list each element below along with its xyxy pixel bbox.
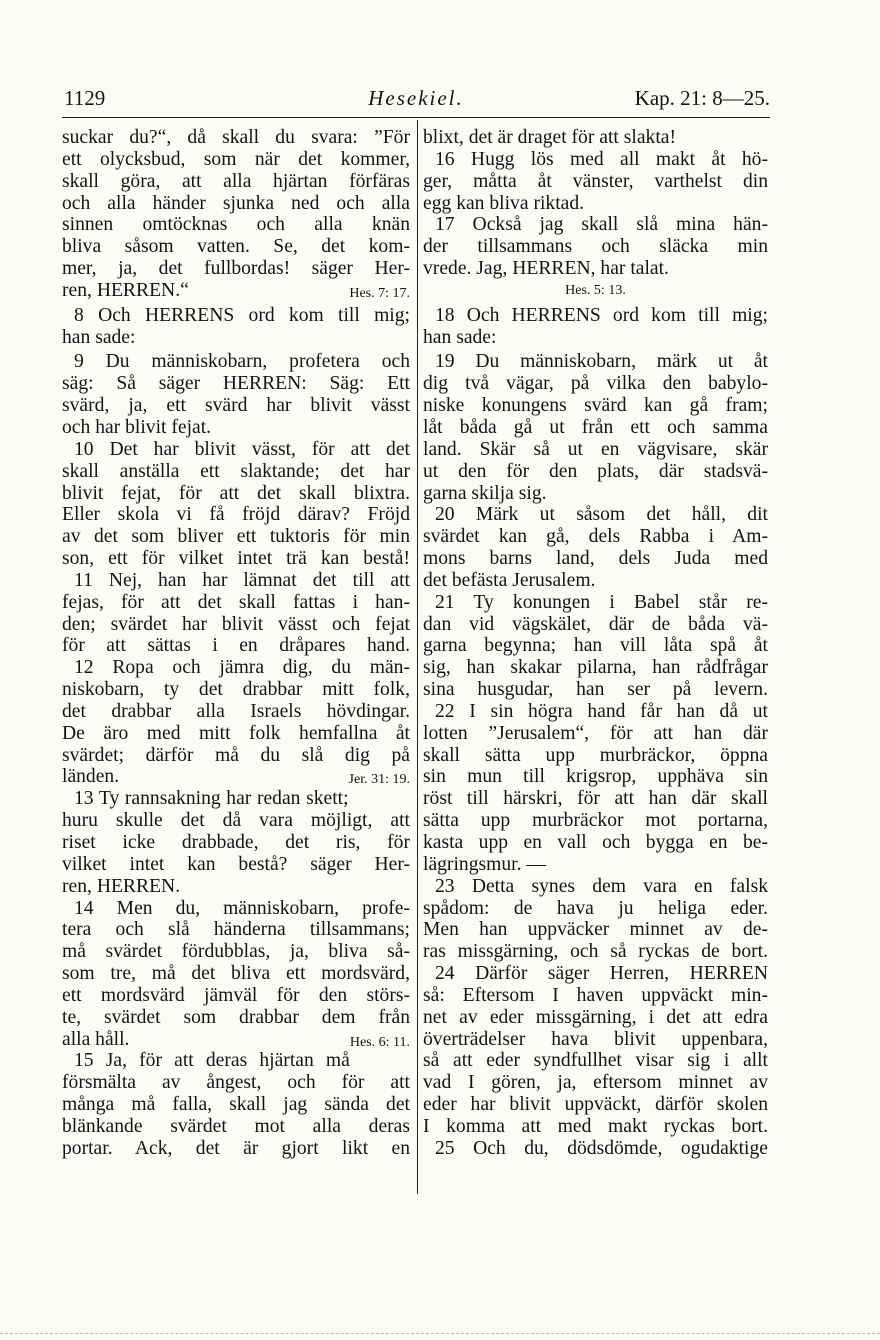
text-line: försmälta av ångest, och för att (62, 1072, 410, 1094)
text-line: 10 Det har blivit vässt, för att det (74, 438, 410, 460)
text-line: Men han uppväcker minnet av de- (423, 919, 768, 941)
text-line: 17 Också jag skall slå mina hän- (435, 214, 768, 236)
text-line: niske konungens svärd kan gå fram; (423, 395, 768, 417)
text-line: låt båda gå ut från ett och samma (423, 416, 768, 438)
text-line: sina husgudar, han ser på levern. (423, 679, 768, 701)
text-line: vilket intet kan bestå? säger Her- (62, 853, 410, 875)
text-line: lotten ”Jerusalem“, för att han där (423, 722, 768, 744)
text-line: den; svärdet har blivit vässt och fejat (62, 613, 410, 635)
text-line: niskobarn, ty det drabbar mitt folk, (62, 679, 410, 701)
text-line: 22 I sin högra hand får han då ut (435, 700, 768, 722)
text-line: det drabbar alla Israels hövdingar. (62, 700, 410, 722)
text-line: skall anställa ett slaktande; det har (62, 460, 410, 482)
page-number: 1129 (64, 86, 106, 110)
cross-reference: Hes. 5: 13. (565, 282, 626, 298)
text-line: lägringsmur. — (423, 853, 546, 875)
text-line: 14 Men du, människobarn, profe- (74, 897, 410, 919)
cross-reference: Jer. 31: 19. (348, 772, 410, 788)
text-line: skall göra, att alla hjärtan förfäras (62, 170, 410, 192)
text-line: son, ett för vilket intet trä kan bestå! (62, 548, 410, 570)
text-line: och alla händer sjunka ned och alla (62, 192, 410, 214)
text-line: fejas, för att det skall fattas i han- (62, 591, 410, 613)
text-line: egg kan bliva riktad. (423, 192, 585, 214)
text-line: för att sättas i en dråpares hand. (62, 635, 410, 657)
text-line: garna skilja sig. (423, 482, 547, 504)
text-line: av det som bliver ett tuktoris för min (62, 526, 410, 548)
text-line: ger, måtta åt vänster, varthelst din (423, 170, 768, 192)
text-line: och har blivit fejat. (62, 416, 212, 438)
text-line: svärdet; därför må du slå dig på (62, 744, 410, 766)
text-line: sin mun till krigsrop, upphäva sin (423, 766, 768, 788)
page-header (62, 86, 770, 116)
text-line: vad I gören, ja, eftersom minnet av (423, 1072, 768, 1094)
line-text: ren, HERREN.“ (62, 279, 189, 301)
text-line: 18 Och HERRENS ord kom till mig; (435, 304, 768, 326)
text-line: 19 Du människobarn, märk ut åt (435, 351, 768, 373)
text-line: riset icke drabbade, det ris, för (62, 832, 410, 853)
text-line: det befästa Jerusalem. (423, 569, 596, 591)
text-line: 16 Hugg lös med all makt åt hö- (435, 148, 768, 170)
text-line: ett mordsvärd jämväl för den störs- (62, 984, 410, 1006)
text-line: 9 Du människobarn, profetera och (74, 351, 410, 373)
text-line: land. Skär så ut en vägvisare, skär (423, 438, 768, 460)
chapter-reference: Kap. 21: 8—25. (634, 86, 770, 110)
line-text: alla håll. (62, 1028, 130, 1050)
text-line: vrede. Jag, HERREN, har talat. (423, 258, 669, 280)
text-line: blivit fejat, för att det skall blixtra. (62, 482, 410, 504)
text-line: ren, HERREN. (62, 875, 181, 897)
text-line: ett olycksbud, som när det kommer, (62, 148, 410, 170)
text-line (62, 280, 410, 302)
text-line: 24 Därför säger Herren, HERREN (435, 963, 768, 985)
left-column (62, 127, 410, 1160)
text-line: 8 Och HERRENS ord kom till mig; (74, 304, 410, 326)
page-bottom-edge (0, 1333, 880, 1334)
text-line: tera och slå händerna tillsammans; (62, 919, 410, 941)
column-divider (417, 120, 418, 1194)
text-line: Eller skola vi få fröjd därav? Fröjd (62, 504, 410, 526)
text-line: bliva såsom vatten. Se, det kom- (62, 236, 410, 258)
text-line: kasta upp en vall och bygga en be- (423, 832, 768, 853)
text-line: I komma att med makt ryckas bort. (423, 1115, 768, 1137)
text-line: net av eder missgärning, i det att edra (423, 1006, 768, 1028)
text-line: 13 Ty rannsakning har redan skett; (74, 788, 349, 810)
text-line: suckar du?“, då skall du svara: ”För (62, 127, 410, 148)
text-line: sätta upp murbräckor mot portarna, (423, 810, 768, 832)
text-line: 21 Ty konungen i Babel står re- (435, 591, 768, 613)
text-line: mons barns land, dels Juda med (423, 548, 768, 570)
text-line: portar. Ack, det är gjort likt en (62, 1137, 410, 1159)
text-line: många må falla, skall jag sända det (62, 1094, 410, 1116)
line-text: länden. (62, 766, 120, 788)
text-line: säg: Så säger HERREN: Säg: Ett (62, 373, 410, 395)
header-rule (62, 117, 770, 118)
cross-reference: Hes. 6: 11. (349, 1034, 410, 1050)
text-line: svärdet kan gå, dels Rabba i Am- (423, 526, 768, 548)
text-line: 23 Detta synes dem vara en falsk (435, 875, 768, 897)
text-line: ras missgärning, och så ryckas de bort. (423, 941, 768, 963)
text-line: te, svärdet som drabbar dem från (62, 1006, 410, 1028)
text-line: huru skulle det då vara möjligt, att (62, 810, 410, 832)
text-line: spådom: de hava ju heliga eder. (423, 897, 768, 919)
text-line: sinnen omtöcknas och alla knän (62, 214, 410, 236)
text-line: garna begynna; han vill låta spå åt (423, 635, 768, 657)
text-line: så att eder syndfullhet visar sig i allt (423, 1050, 768, 1072)
right-column (423, 127, 768, 1160)
text-line: blixt, det är draget för att slakta! (423, 127, 676, 148)
text-line: sig, han skakar pilarna, han rådfrågar (423, 657, 768, 679)
text-line: 20 Märk ut såsom det håll, dit (435, 504, 768, 526)
text-line: mer, ja, det fullbordas! säger Her- (62, 258, 410, 280)
text-line: der tillsammans och släcka min (423, 236, 768, 258)
text-line: så: Eftersom I haven uppväckt min- (423, 984, 768, 1006)
text-line: blänkande svärdet mot alla deras (62, 1115, 410, 1137)
text-line: 11 Nej, han har lämnat det till att (74, 569, 410, 591)
text-line: ut den för den plats, där stadsvä- (423, 460, 768, 482)
text-line: svärd, ja, ett svärd har blivit vässt (62, 395, 410, 417)
text-line (62, 766, 410, 788)
text-line: 25 Och du, dödsdömde, ogudaktige (435, 1137, 768, 1159)
text-line: dan vid vägskälet, där de båda vä- (423, 613, 768, 635)
book-title: Hesekiel. (368, 86, 464, 110)
text-line: eder har blivit uppväckt, därför skolen (423, 1094, 768, 1116)
cross-reference: Hes. 7: 17. (349, 285, 410, 301)
text-line: skall sätta upp murbräckor, öppna (423, 744, 768, 766)
text-line: han sade: (62, 326, 136, 348)
text-line: De äro med mitt folk hemfallna åt (62, 722, 410, 744)
text-line: överträdelser hava blivit uppenbara, (423, 1028, 768, 1050)
text-line: 12 Ropa och jämra dig, du män- (74, 657, 410, 679)
text-line: som tre, må det bliva ett mordsvärd, (62, 963, 410, 985)
text-line (62, 1029, 410, 1051)
text-line: 15 Ja, för att deras hjärtan må (74, 1050, 350, 1072)
text-line: röst till härskri, för att han där skall (423, 788, 768, 810)
text-line: må svärdet fördubblas, ja, bliva så- (62, 941, 410, 963)
text-line: dig två vägar, på vilka den babylo- (423, 373, 768, 395)
text-line: han sade: (423, 326, 497, 348)
